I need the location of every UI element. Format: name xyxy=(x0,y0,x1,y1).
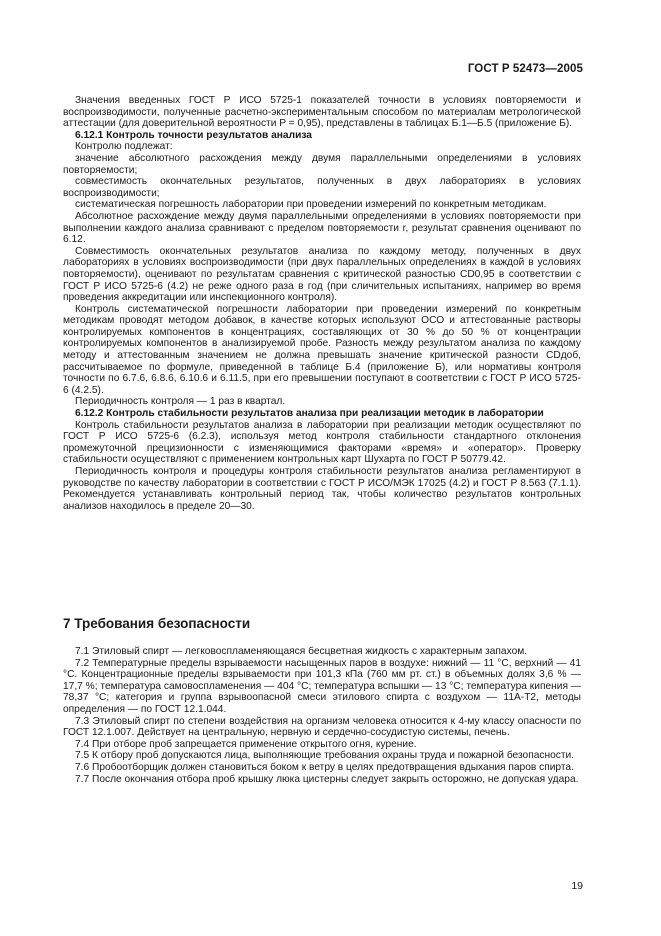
paragraph: Контроль стабильности результатов анализа в лаборатории при реализации методик осуществляют по ГОСТ Р ИСО 5725-6 (6.2.3), используя метод контроля стабильности стандартного отклонения промежуточной прецизионности с изменяющимися факторами «время» и «оператор». Проверку стабильности осуществляют с применением контрольных карт Шухарта по ГОСТ Р 50779.42. xyxy=(63,419,581,466)
list-item: систематическая погрешность лаборатории при проведении измерений по конкретным методикам. xyxy=(75,199,547,211)
paragraph: Периодичность контроля и процедуры контроля стабильности результатов анализа регламентируют в руководстве по качеству лаборатории в соответствии с ГОСТ Р ИСО/МЭК 17025 (4.2) и ГОСТ Р 8.563 (7.1.1). Рекомендуется устанавливать контрольный период так, чтобы количество результатов контрольных анализов находилось в пределе 20—30. xyxy=(63,466,581,512)
paragraph: 7.2 Температурные пределы взрываемости насыщенных паров в воздухе: нижний — 11 °С, верхний — 41 °С. Концентрационные пределы взрываемости при 101,3 кПа (760 мм рт. ст.) в объемных долях 3,6 % — 17,7 %; температура самовоспламенения — 404 °С; температура вспышки — 13 °С; температура кипения — 78,37 °С; категория и группа взрывоопасной смеси этилового спирта с воздухом — 11А-Т2, методы определения — по ГОСТ 12.1.044. xyxy=(63,657,581,715)
paragraph: 7.6 Пробоотборщик должен становиться боком к ветру в целях предотвращения вдыхания паров спирта. xyxy=(75,761,574,773)
paragraph: Совместимость окончательных результатов анализа по каждому методу, полученных в двух лабораториях в условиях воспроизводимости (при двух параллельных определениях в каждой в условиях повторяемости), оценивают по результатам сравнения с критической разностью CD0,95 в соответствии с ГОСТ Р ИСО 5725-6 (4.2) не реже одного раза в год (при сличительных испытаниях, например во время проведения аккредитации или инспекционного контроля). xyxy=(63,245,581,304)
paragraph: Контроль систематической погрешности лаборатории при проведении измерений по конкретным методикам проводят методом добавок, в качестве которых используют ОСО и аттестованные растворы контролируемых компонентов в концентрациях, составляющих от 30 % до 50 % от концентрации контролируемых компонентов в анализируемой пробе. Разность между результатом анализа по каждому методу и аттестованным значением не должна превышать значение критической разности CDдоб, рассчитываемое по формуле, приведенной в таблице Б.4 (приложение Б), или нормативы контроля точности по 6.7.6, 6.8.6, 6.10.6 и 6.11.5, при его превышении поступают в соответствии с ГОСТ Р ИСО 5725-6 (4.2.5). xyxy=(63,303,581,396)
subsection-heading: 6.12.2 Контроль стабильности результатов анализа при реализации методик в лаборатории xyxy=(75,408,544,420)
list-item: значение абсолютного расхождения между двумя параллельными определениями в условиях повторяемости; xyxy=(63,152,581,176)
paragraph: Периодичность контроля — 1 раз в квартал. xyxy=(75,396,286,408)
list-item: совместимость окончательных результатов, полученных в двух лабораториях в условиях воспроизводимости; xyxy=(63,176,581,199)
paragraph: 7.1 Этиловый спирт — легковоспламеняющаяся бесцветная жидкость с характерным запахом. xyxy=(75,646,528,657)
subsection-heading: 6.12.1 Контроль точности результатов анализа xyxy=(75,129,312,141)
body-text-top xyxy=(63,95,581,512)
paragraph: Абсолютное расхождение между двумя параллельными определениями в условиях повторяемости при выполнении каждого анализа сравнивают с пределом повторяемости r, результат сравнения оценивают по 6.12. xyxy=(63,210,581,246)
paragraph: 7.5 К отбору проб допускаются лица, выполняющие требования охраны труда и пожарной безопасности. xyxy=(75,750,575,762)
paragraph: 7.4 При отборе проб запрещается применение открытого огня, курение. xyxy=(75,738,417,750)
paragraph: Значения введенных ГОСТ Р ИСО 5725-1 показателей точности в условиях повторяемости и воспроизводимости, полученные расчетно-экспериментальным способом по материалам метрологической аттестации (для доверительной вероятности P = 0,95), представлены в таблицах Б.1—Б.5 (приложение Б). xyxy=(63,95,581,130)
page-number: 19 xyxy=(571,880,583,892)
paragraph: 7.3 Этиловый спирт по степени воздействия на организм человека относится к 4-му классу опасности по ГОСТ 12.1.007. Действует на центральную, нервную и сердечно-сосудистую системы, печень. xyxy=(63,715,581,739)
paragraph: 7.7 После окончания отбора проб крышку люка цистерны следует закрыть осторожно, не допуская удара. xyxy=(75,773,579,785)
body-text-safety xyxy=(63,646,581,785)
document-header: ГОСТ Р 52473—2005 xyxy=(467,63,583,75)
paragraph: Контролю подлежат: xyxy=(75,141,173,153)
section-heading: 7 Требования безопасности xyxy=(63,616,251,631)
